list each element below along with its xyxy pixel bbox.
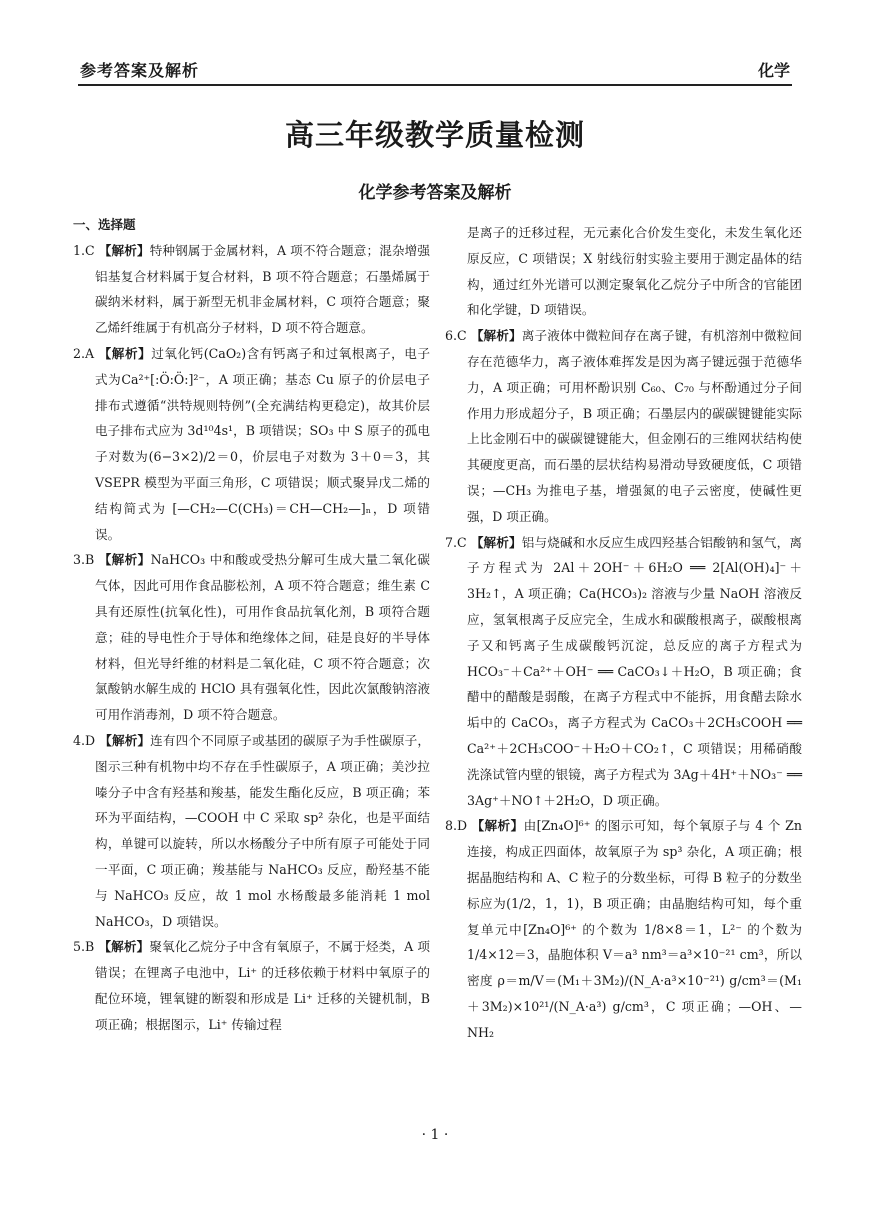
question-text: 铝与烧碱和水反应生成四羟基合铝酸钠和氢气，离子方程式为 2Al＋2OH⁻＋6H₂O ══ 2[Al(OH)₄]⁻＋3H₂↑，A 项正确；Ca(HCO₃)₂ 溶液与少量 NaOH 溶液反应，氢氧根离子反应完全，生成水和碳酸根离子，碳酸根离子又和钙离子生成碳酸钙沉淀，总反应的离子方程式为 HCO₃⁻＋Ca²⁺＋OH⁻ ══ CaCO₃↓＋H₂O，B 项正确；食醋中的醋酸是弱酸，在离子方程式中不能拆，用食醋去除水垢中的 CaCO₃，离子方程式为 CaCO₃＋2CH₃COOH ══ Ca²⁺＋2CH₃COO⁻＋H₂O＋CO₂↑，C 项错误；用稀硝酸洗涤试管内壁的银镜，离子方程式为 3Ag＋4H⁺＋NO₃⁻ ══ 3Ag⁺＋NO↑＋2H₂O，D 项正确。 <box>467 534 803 808</box>
analysis-tag: 【解析】 <box>470 534 522 550</box>
question-text: 聚氧化乙烷分子中含有氧原子，不属于烃类，A 项错误；在锂离子电池中，Li⁺ 的迁移依赖于材料中氧原子的配位环境，锂氧键的断裂和形成是 Li⁺ 迁移的关键机制，B 项正确；根据图示，Li⁺ 传输过程 <box>95 939 430 1032</box>
question-number: 2.A <box>73 345 95 361</box>
section-heading: 一、选择题 <box>73 217 136 232</box>
question-text: 过氧化钙(CaO₂)含有钙离子和过氧根离子，电子式为Ca²⁺[:Ö:Ö:]²⁻，A 项正确；基态 Cu 原子的价层电子排布式遵循“洪特规则特例”(全充满结构更稳定)，故其价层电子排布式应为 3d¹⁰4s¹，B 项错误；SO₃ 中 S 原子的孤电子对数为(6−3×2)/2＝0，价层电子对数为 3＋0＝3，其 VSEPR 模型为平面三角形，C 项错误；顺式聚异戊二烯的结构简式为 [—CH₂—C(CH₃)＝CH—CH₂—]ₙ，D 项错误。 <box>95 345 430 542</box>
page-header <box>78 52 792 86</box>
question-6 <box>445 323 802 529</box>
question-3 <box>73 547 430 728</box>
question-number: 8.D <box>445 818 468 834</box>
question-text: 特种钢属于金属材料，A 项不符合题意；混杂增强铝基复合材料属于复合材料，B 项不符合题意；石墨烯属于碳纳米材料，属于新型无机非金属材料，C 项符合题意；聚乙烯纤维属于有机高分子材料，D 项不符合题意。 <box>95 242 430 336</box>
header-subject: 化学 <box>757 61 790 80</box>
question-number: 4.D <box>73 732 96 748</box>
question-5 <box>73 934 430 1037</box>
page-subtitle: 化学参考答案及解析 <box>358 183 512 203</box>
right-column <box>445 220 802 1046</box>
analysis-tag: 【解析】 <box>471 818 524 834</box>
question-number: 7.C <box>445 534 467 550</box>
question-text: 连有四个不同原子或基团的碳原子为手性碳原子，图示三种有机物中均不存在手性碳原子，A 项正确；美沙拉嗪分子中含有羟基和羧基，能发生酯化反应，B 项正确；苯环为平面结构，—COOH 中 C 采取 sp² 杂化，也是平面结构，单键可以旋转，所以水杨酸分子中所有原子可能处于同一平面，C 项正确；羧基能与 NaHCO₃ 反应，酚羟基不能与 NaHCO₃ 反应，故 1 mol 水杨酸最多能消耗 1 mol NaHCO₃，D 项错误。 <box>95 732 430 929</box>
question-7 <box>445 530 802 814</box>
question-1 <box>73 238 430 341</box>
analysis-tag: 【解析】 <box>99 732 151 748</box>
page-title: 高三年级教学质量检测 <box>284 118 585 152</box>
question-text: 由[Zn₄O]⁶⁺ 的图示可知，每个氧原子与 4 个 Zn 连接，构成正四面体，故氧原子为 sp³ 杂化，A 项正确；根据晶胞结构和 A、C 粒子的分数坐标，可得 B 粒子的分数坐标应为(1/2，1，1)，B 项正确；由晶胞结构可知，每个重复单元中[Zn₄O]⁶⁺ 的个数为 1/8×8＝1，L²⁻ 的个数为 1/4×12＝3，晶胞体积 V＝a³ nm³＝a³×10⁻²¹ cm³，所以密度 ρ＝m/V＝(M₁＋3M₂)/(N_A·a³×10⁻²¹) g/cm³＝(M₁＋3M₂)×10²¹/(N_A·a³) g/cm³，C 项正确；—OH、—NH₂ <box>467 818 802 1040</box>
analysis-tag: 【解析】 <box>98 552 151 568</box>
question-4 <box>73 728 430 934</box>
question-8 <box>445 813 802 1045</box>
question-2 <box>73 341 430 547</box>
question-number: 6.C <box>445 328 467 344</box>
question-5-continued: 是离子的迁移过程，无元素化合价发生变化，未发生氧化还原反应，C 项错误；X 射线衍射实验主要用于测定晶体的结构，通过红外光谱可以测定聚氧化乙烷分子中所含的官能团和化学键，D 项错误。 <box>467 225 802 318</box>
page-number: · 1 · <box>421 1127 449 1143</box>
question-text: NaHCO₃ 中和酸或受热分解可生成大量二氧化碳气体，因此可用作食品膨松剂，A 项不符合题意；维生素 C 具有还原性(抗氧化性)，可用作食品抗氧化剂，B 项符合题意；硅的导电性介于导体和绝缘体之间，硅是良好的半导体材料，但光导纤维的材料是二氧化硅，C 项不符合题意；次氯酸钠水解生成的 HClO 具有强氧化性，因此次氯酸钠溶液可用作消毒剂，D 项不符合题意。 <box>95 552 430 723</box>
question-text: 离子液体中微粒间存在离子键，有机溶剂中微粒间存在范德华力，离子液体难挥发是因为离子键远强于范德华力，A 项正确；可用杯酚识别 C₆₀、C₇₀ 与杯酚通过分子间作用力形成超分子，B 项正确；石墨层内的碳碳键键能实际上比金刚石中的碳碳键键能大，但金刚石的三维网状结构使其硬度更高，而石墨的层状结构易滑动导致硬度低，C 项错误；—CH₃ 为推电子基，增强氮的电子云密度，使碱性更强，D 项正确。 <box>467 328 803 524</box>
analysis-tag: 【解析】 <box>98 345 152 361</box>
analysis-tag: 【解析】 <box>470 328 522 344</box>
header-left: 参考答案及解析 <box>80 61 200 80</box>
question-number: 5.B <box>73 939 95 955</box>
question-number: 3.B <box>73 552 95 568</box>
analysis-tag: 【解析】 <box>98 242 150 258</box>
analysis-tag: 【解析】 <box>98 939 150 955</box>
left-column <box>73 212 430 1038</box>
question-number: 1.C <box>73 242 95 258</box>
